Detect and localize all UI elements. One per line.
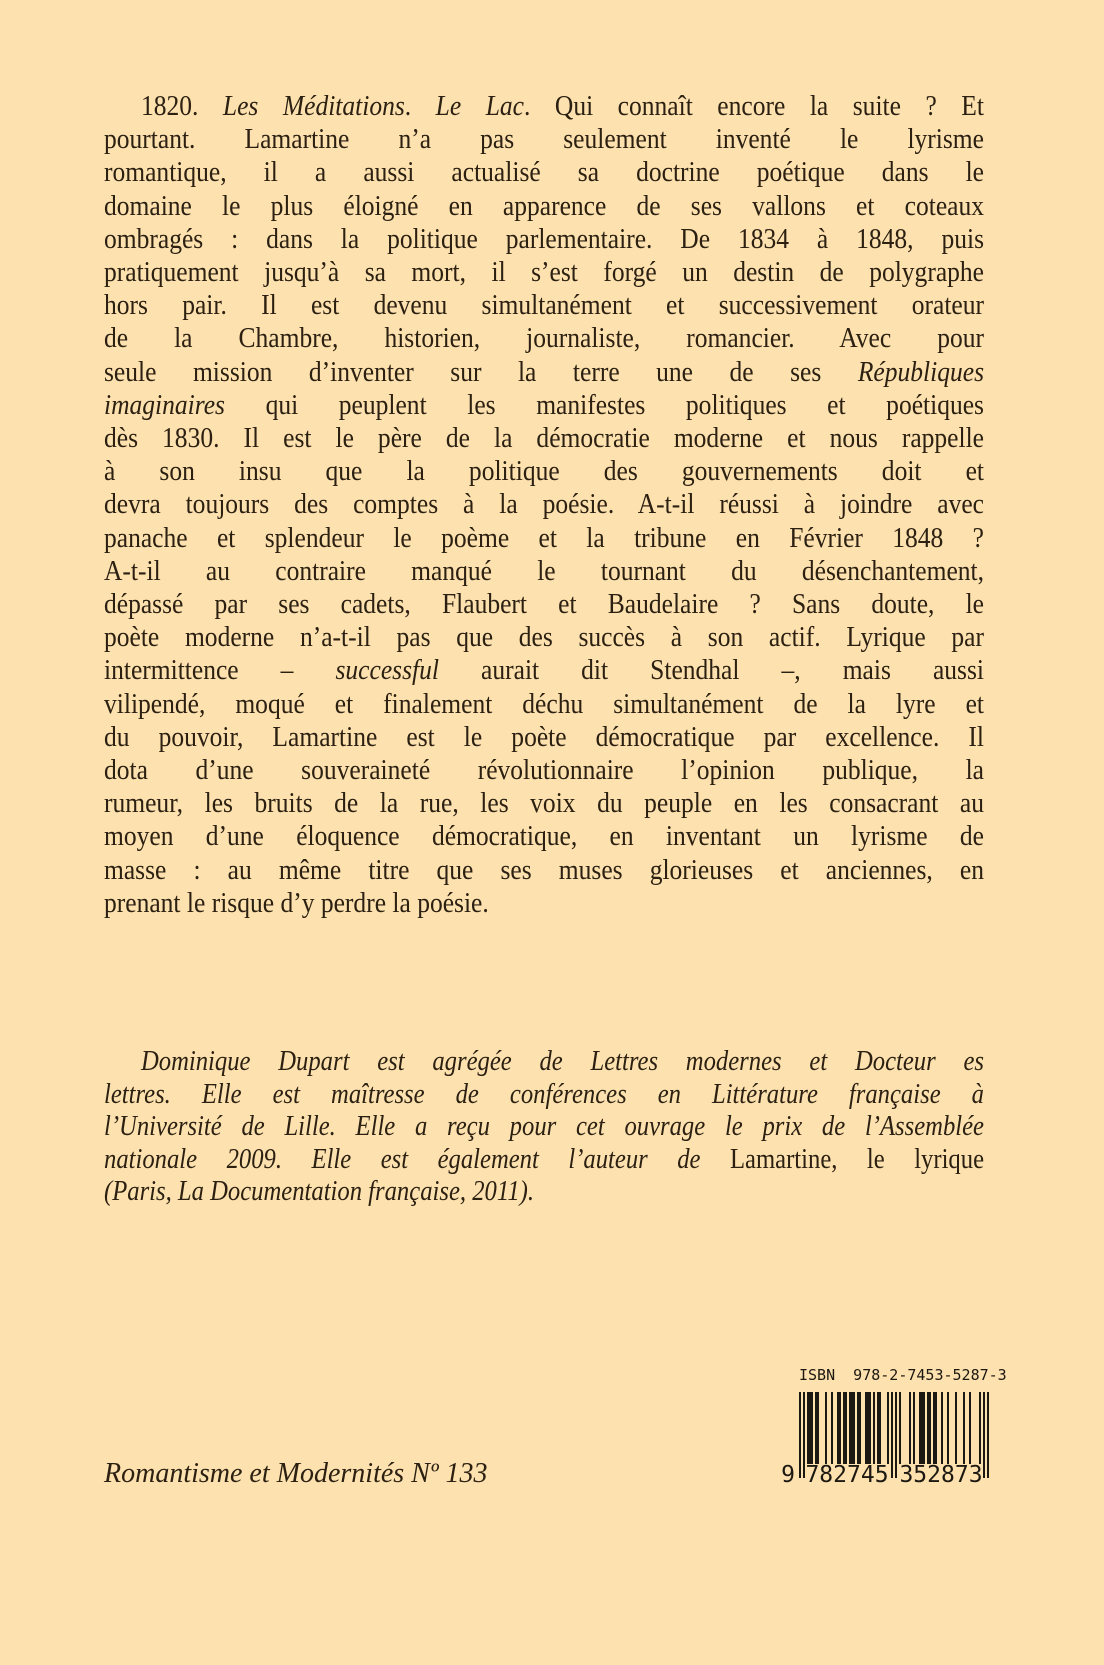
barcode-bar: [929, 1392, 931, 1464]
text-line: [104, 787, 984, 820]
synopsis-paragraph: [104, 90, 984, 920]
barcode-bar: [899, 1392, 901, 1464]
text-segment: pratiquement jusqu’à sa mort, il s’est forgé un destin de polygraphe: [104, 256, 984, 289]
barcode-bar: [941, 1392, 943, 1464]
text-line: [104, 289, 984, 322]
isbn-number: ISBN 978-2-7453-5287-3: [799, 1366, 1007, 1384]
barcode-bar: [845, 1392, 847, 1464]
text-segment: qui peuplent les manifestes politiques et poétiques: [224, 388, 984, 421]
barcode-digits-right: 352873: [899, 1462, 983, 1488]
text-line: [104, 156, 984, 189]
barcode-bar: [909, 1392, 911, 1464]
text-line: [104, 688, 984, 721]
text-segment: panache et splendeur le poème et la tribune en Février 1848 ?: [104, 521, 984, 554]
text-line: [104, 1046, 984, 1079]
text-segment: vilipendé, moqué et finalement déchu simultanément de la lyre et: [104, 687, 984, 720]
text-segment: . Qui connaît encore la suite ? Et: [523, 90, 984, 122]
text-segment: dépassé par ses cadets, Flaubert et Baudelaire ? Sans doute, le: [104, 588, 984, 621]
barcode-digits-left: 782745: [805, 1462, 889, 1488]
barcode-bar: [853, 1392, 855, 1464]
text-line: [104, 90, 984, 123]
barcode-digit-lead: 9: [781, 1462, 795, 1488]
text-segment: domaine le plus éloigné en apparence de ses vallons et coteaux: [104, 189, 984, 222]
text-segment: masse : au même titre que ses muses glorieuses et anciennes, en: [104, 853, 984, 886]
text-segment: dès 1830. Il est le père de la démocratie moderne et nous rappelle: [104, 422, 984, 455]
text-segment: rumeur, les bruits de la rue, les voix du peuple en les consacrant au: [104, 787, 984, 820]
text-segment: dota d’une souveraineté révolutionnaire l’opinion publique, la: [104, 754, 984, 787]
text-line: [104, 555, 984, 588]
barcode-bar: [825, 1392, 827, 1464]
text-segment: de la Chambre, historien, journaliste, romancier. Avec pour: [104, 322, 984, 355]
barcode-bar: [955, 1392, 957, 1464]
text-line: [104, 854, 984, 887]
barcode-bar: [839, 1392, 841, 1464]
text-line: [104, 522, 984, 555]
text-segment: pourtant. Lamartine n’a pas seulement inventé le lyrisme: [104, 123, 984, 156]
text-segment: .: [404, 90, 436, 122]
barcode-bar: [979, 1392, 981, 1464]
text-segment: lettres. Elle est maîtresse de conférences en Littérature française à: [104, 1078, 984, 1110]
text-segment: romantique, il a aussi actualisé sa doctrine poétique dans le: [104, 156, 984, 189]
text-segment: imaginaires: [104, 388, 225, 421]
collection-name: Romantisme et Modernités Nº 133: [104, 1458, 488, 1489]
text-line: [104, 455, 984, 488]
text-line: [104, 621, 984, 654]
text-segment: A-t-il au contraire manqué le tournant du désenchantement,: [104, 554, 984, 587]
text-line: [104, 123, 984, 156]
text-line: [104, 1144, 984, 1177]
barcode-bar: [947, 1392, 949, 1464]
barcode-bar: [811, 1392, 813, 1464]
barcode-bar: [913, 1392, 915, 1464]
barcode-bar: [923, 1392, 925, 1464]
text-segment: moyen d’une éloquence démocratique, en inventant un lyrisme de: [104, 820, 984, 853]
text-segment: nationale 2009. Elle est également l’auteur de: [104, 1143, 731, 1175]
text-segment: prenant le risque d’y perdre la poésie.: [104, 886, 489, 919]
barcode-bar: [873, 1392, 875, 1464]
text-segment: poète moderne n’a-t-il pas que des succès à son actif. Lyrique par: [104, 621, 984, 654]
text-line: [104, 754, 984, 787]
barcode-bar: [879, 1392, 881, 1464]
text-line: [104, 223, 984, 256]
text-segment: à son insu que la politique des gouvernements doit et: [104, 455, 984, 488]
barcode-bar: [963, 1392, 965, 1464]
text-segment: Républiques: [857, 355, 984, 388]
text-segment: hors pair. Il est devenu simultanément et successivement orateur: [104, 289, 984, 322]
text-segment: seule mission d’inventer sur la terre une de ses: [104, 355, 858, 388]
text-line: [104, 820, 984, 853]
barcode-digits: [781, 1462, 989, 1490]
barcode-bar: [859, 1392, 861, 1464]
text-line: [104, 389, 984, 422]
barcode-bar: [869, 1392, 871, 1464]
text-line: [104, 588, 984, 621]
barcode-bar: [935, 1392, 937, 1464]
text-segment: intermittence –: [104, 654, 336, 687]
text-segment: devra toujours des comptes à la poésie. A-t-il réussi à joindre avec: [104, 488, 984, 521]
text-segment: ombragés : dans la politique parlementaire. De 1834 à 1848, puis: [104, 222, 984, 255]
text-line: [104, 1176, 984, 1209]
text-line: [104, 887, 984, 920]
barcode-bar: [817, 1392, 819, 1464]
text-line: [104, 422, 984, 455]
text-line: [104, 1111, 984, 1144]
text-segment: Le Lac: [435, 90, 524, 122]
author-bio-paragraph: [104, 1046, 984, 1209]
text-line: [104, 721, 984, 754]
text-segment: l’Université de Lille. Elle a reçu pour cet ouvrage le prix de l’Assemblée: [104, 1111, 984, 1142]
text-segment: Lamartine, le lyrique: [730, 1143, 985, 1175]
barcode-bar: [887, 1392, 889, 1464]
text-segment: aurait dit Stendhal –, mais aussi: [438, 654, 984, 687]
text-line: [104, 256, 984, 289]
text-segment: Dominique Dupart est agrégée de Lettres modernes et Docteur es: [140, 1046, 985, 1077]
text-line: [104, 654, 984, 687]
text-line: [104, 488, 984, 521]
barcode-bar: [969, 1392, 971, 1464]
text-segment: du pouvoir, Lamartine est le poète démocratique par excellence. Il: [104, 720, 984, 753]
text-segment: 1820.: [140, 90, 223, 122]
isbn-block: [781, 1366, 1007, 1492]
text-segment: Les Méditations: [222, 90, 405, 122]
ean13-barcode: [781, 1392, 989, 1492]
text-segment: successful: [335, 654, 439, 687]
text-line: [104, 190, 984, 223]
text-line: [104, 1079, 984, 1112]
text-line: [104, 322, 984, 355]
text-segment: (Paris, La Documentation française, 2011).: [104, 1176, 535, 1207]
text-line: [104, 356, 984, 389]
barcode-bar: [831, 1392, 833, 1464]
